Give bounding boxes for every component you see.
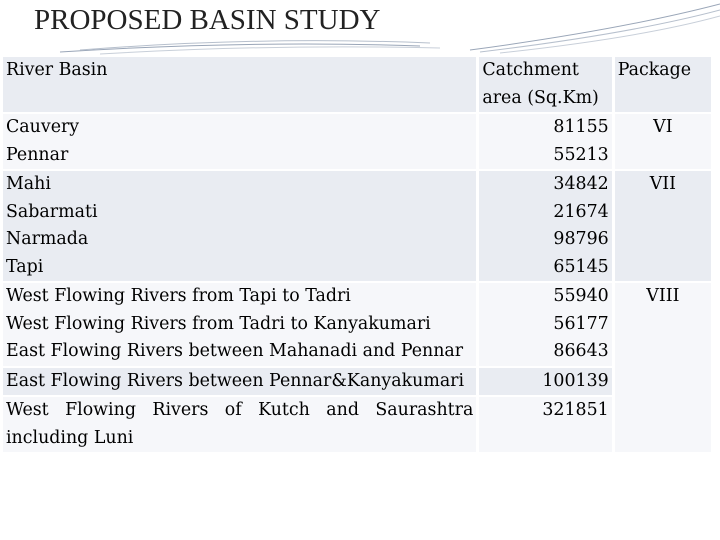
catchment-area-value: 34842 [553,174,609,194]
river-basin-name: West Flowing Rivers from Tadri to Kanyakumari [6,313,431,334]
catchment-area-value: 321851 [479,397,611,452]
river-basin-name: Cauvery [6,117,80,137]
package-value: VII [615,171,711,281]
package-value: VIII [615,283,711,452]
group-3-areas [479,283,611,366]
river-basin-name: Mahi [6,174,51,194]
river-basin-name: West Flowing Rivers from Tapi to Tadri [6,286,351,306]
group-2-areas [479,171,611,281]
basin-table [0,55,714,454]
catchment-area-value: 98796 [553,229,609,249]
table-row [3,397,711,452]
catchment-area-value: 86643 [553,341,609,361]
group-2-names [3,171,476,281]
table-row [3,283,711,366]
header-river-basin: River Basin [3,57,476,112]
river-basin-name: Narmada [6,229,89,249]
river-basin-name: East Flowing Rivers between Pennar&Kanyakumari [3,368,476,396]
header-catchment-line1: Catchment [482,60,579,80]
group-1-areas [479,114,611,169]
river-basin-name: Tapi [6,256,44,277]
catchment-area-value: 81155 [553,117,609,137]
header-catchment-area [479,57,611,112]
header-package: Package [615,57,711,112]
table-header-row [3,57,711,112]
catchment-area-value: 55940 [553,286,609,306]
page-title: PROPOSED BASIN STUDY [34,4,381,36]
group-3-names [3,283,476,366]
river-basin-name: Pennar [6,144,69,165]
table-row [3,114,711,169]
river-basin-name: Sabarmati [6,201,98,222]
table-row [3,368,711,396]
river-basin-name: West Flowing Rivers of Kutch and Saurashtra including Luni [3,397,476,452]
header-catchment-line2: area (Sq.Km) [482,87,599,108]
catchment-area-value: 55213 [553,144,609,165]
package-value: VI [615,114,711,169]
catchment-area-value: 100139 [479,368,611,396]
river-basin-name: East Flowing Rivers between Mahanadi and Pennar [6,341,464,361]
group-1-names [3,114,476,169]
catchment-area-value: 56177 [553,313,609,334]
catchment-area-value: 65145 [553,256,609,277]
table-row [3,171,711,281]
catchment-area-value: 21674 [553,201,609,222]
